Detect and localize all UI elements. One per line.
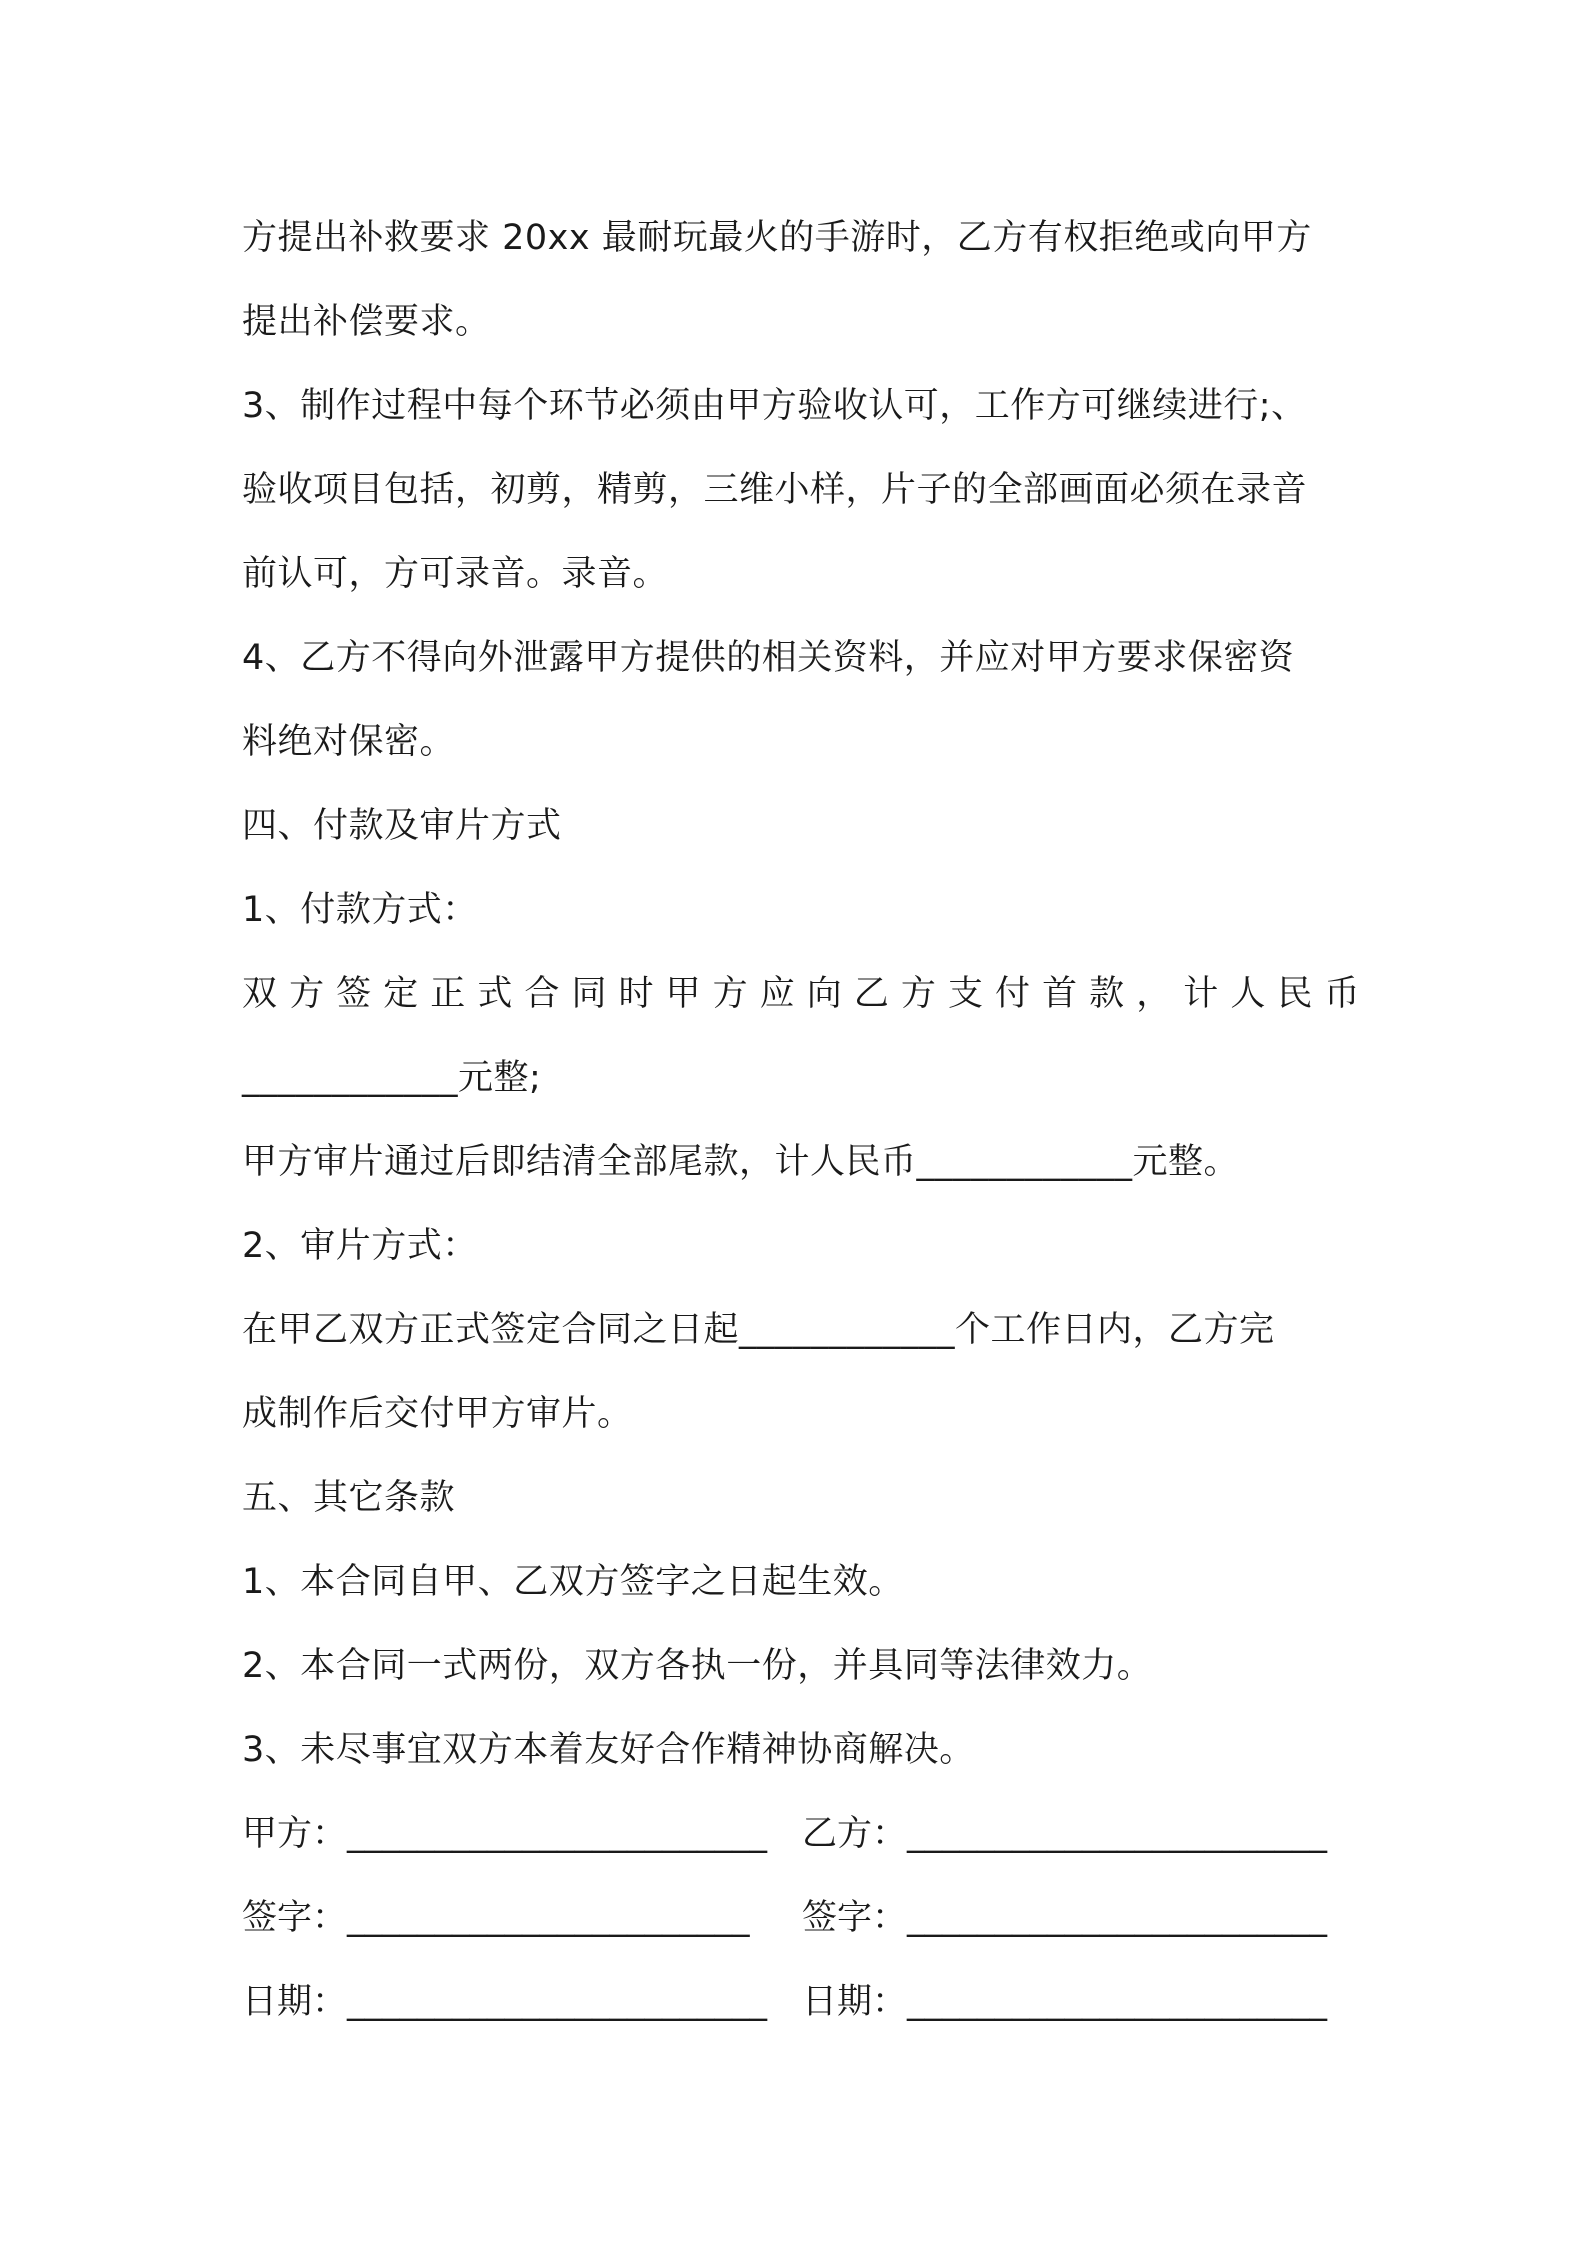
party-a-field: 甲方：________________________ (242, 1814, 768, 1854)
text-line-5: 前认可，方可录音。录音。 (242, 554, 669, 594)
party-b-signature-field: 签字：________________________ (802, 1898, 1328, 1938)
signature-row-party (242, 1792, 1360, 1876)
section-heading-other-terms: 五、其它条款 (242, 1478, 456, 1518)
party-a-signature-field: 签字：_______________________ (242, 1898, 750, 1938)
text-line-6: 4、乙方不得向外泄露甲方提供的相关资料，并应对甲方要求保密资 (242, 638, 1295, 678)
party-a-date-field: 日期：________________________ (242, 1982, 768, 2022)
text-line-11: ____________元整; (242, 1058, 542, 1098)
text-line-15: 成制作后交付甲方审片。 (242, 1394, 633, 1434)
signature-row-sign (242, 1876, 1360, 1960)
text-line-10: 双方签定正式合同时甲方应向乙方支付首款，计人民币 (242, 974, 1360, 1014)
section-heading-payment: 四、付款及审片方式 (242, 806, 562, 846)
text-line-1: 方提出补救要求 20xx 最耐玩最火的手游时，乙方有权拒绝或向甲方 (242, 218, 1312, 258)
text-line-18: 2、本合同一式两份，双方各执一份，并具同等法律效力。 (242, 1646, 1153, 1686)
text-line-9: 1、付款方式： (242, 890, 478, 930)
text-line-19: 3、未尽事宜双方本着友好合作精神协商解决。 (242, 1730, 975, 1770)
document-body (242, 196, 1360, 2044)
text-line-12: 甲方审片通过后即结清全部尾款，计人民币____________元整。 (242, 1142, 1240, 1182)
text-line-2: 提出补偿要求。 (242, 302, 491, 342)
text-line-3: 3、制作过程中每个环节必须由甲方验收认可，工作方可继续进行;、 (242, 386, 1307, 426)
text-line-4: 验收项目包括，初剪，精剪，三维小样，片子的全部画面必须在录音 (242, 470, 1308, 510)
text-line-7: 料绝对保密。 (242, 722, 456, 762)
text-line-17: 1、本合同自甲、乙双方签字之日起生效。 (242, 1562, 904, 1602)
text-line-14: 在甲乙双方正式签定合同之日起____________个工作日内，乙方完 (242, 1310, 1275, 1350)
text-line-13: 2、审片方式： (242, 1226, 478, 1266)
party-b-field: 乙方：________________________ (802, 1814, 1328, 1854)
signature-row-date (242, 1960, 1360, 2044)
party-b-date-field: 日期：________________________ (802, 1982, 1328, 2022)
